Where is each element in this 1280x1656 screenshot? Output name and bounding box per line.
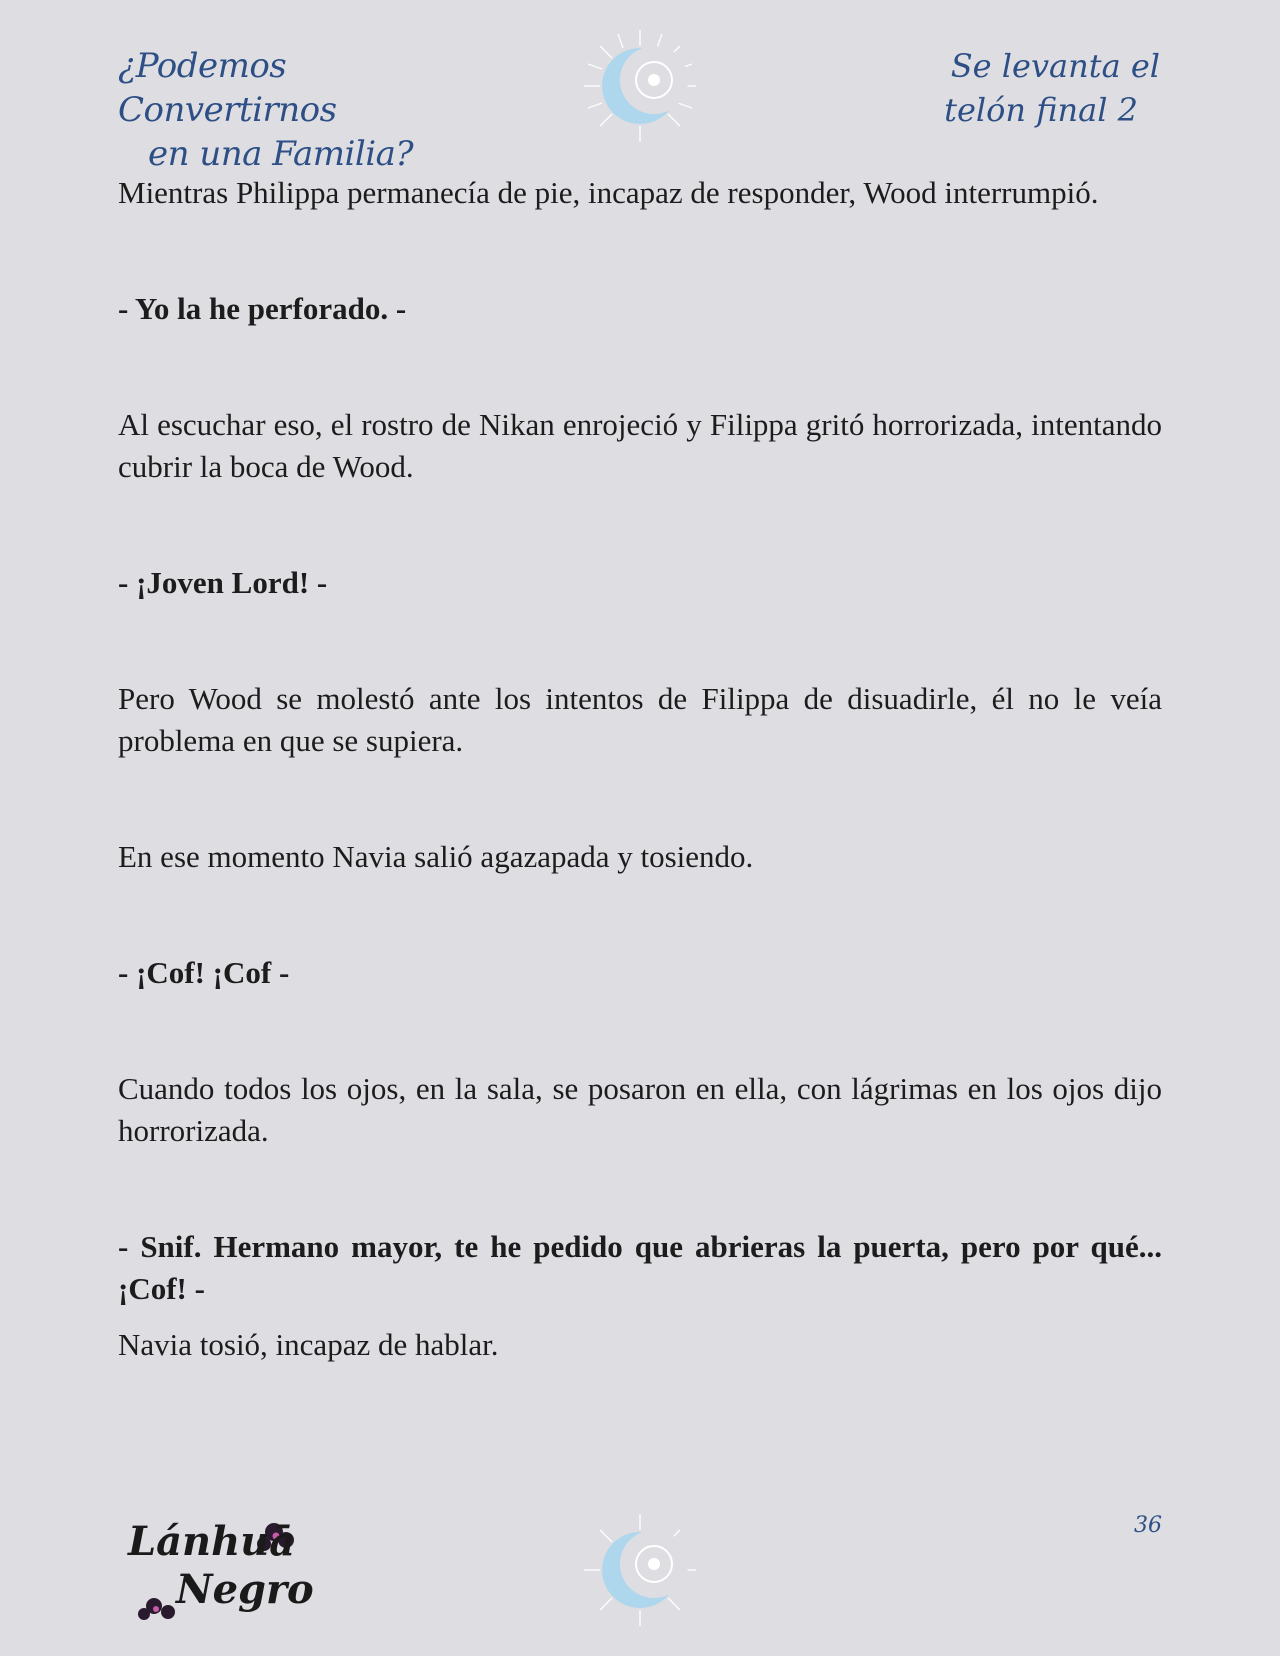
- page-body: [118, 172, 1162, 1366]
- logo-word-2: Negro: [176, 1566, 314, 1613]
- dialogue-line: - Snif. Hermano mayor, te he pedido que abrieras la puerta, pero por qué... ¡Cof! -: [118, 1229, 1162, 1306]
- book-title-line2: en una Familia?: [148, 134, 414, 174]
- dialogue-line: - ¡Joven Lord! -: [118, 565, 328, 600]
- publisher-logo: [124, 1514, 314, 1624]
- book-title: [118, 44, 438, 176]
- chapter-title: [940, 44, 1160, 132]
- dialogue-line: - ¡Cof! ¡Cof -: [118, 955, 290, 990]
- crescent-moon-sun-icon: [582, 1512, 698, 1628]
- chapter-title-line1: Se levanta el: [950, 47, 1160, 85]
- dialogue-line: - Yo la he perforado. -: [118, 291, 407, 326]
- book-title-line1: ¿Podemos Convertirnos: [118, 46, 337, 130]
- paragraph: Navia tosió, incapaz de hablar.: [118, 1327, 499, 1362]
- crescent-moon-sun-icon: [582, 28, 698, 144]
- paragraph: Al escuchar eso, el rostro de Nikan enrojeció y Filippa gritó horrorizada, intentando cubrir la boca de Wood.: [118, 407, 1162, 484]
- paragraph: Pero Wood se molestó ante los intentos de Filippa de disuadirle, él no le veía problema en que se supiera.: [118, 681, 1162, 758]
- paragraph: Mientras Philippa permanecía de pie, incapaz de responder, Wood interrumpió.: [118, 175, 1099, 210]
- paragraph: En ese momento Navia salió agazapada y tosiendo.: [118, 839, 754, 874]
- chapter-title-line2: telón final 2: [944, 91, 1138, 129]
- paragraph: Cuando todos los ojos, en la sala, se posaron en ella, con lágrimas en los ojos dijo horrorizada.: [118, 1071, 1162, 1148]
- page-number: 36: [1134, 1513, 1162, 1538]
- logo-word-1: Lánhuā: [128, 1518, 296, 1565]
